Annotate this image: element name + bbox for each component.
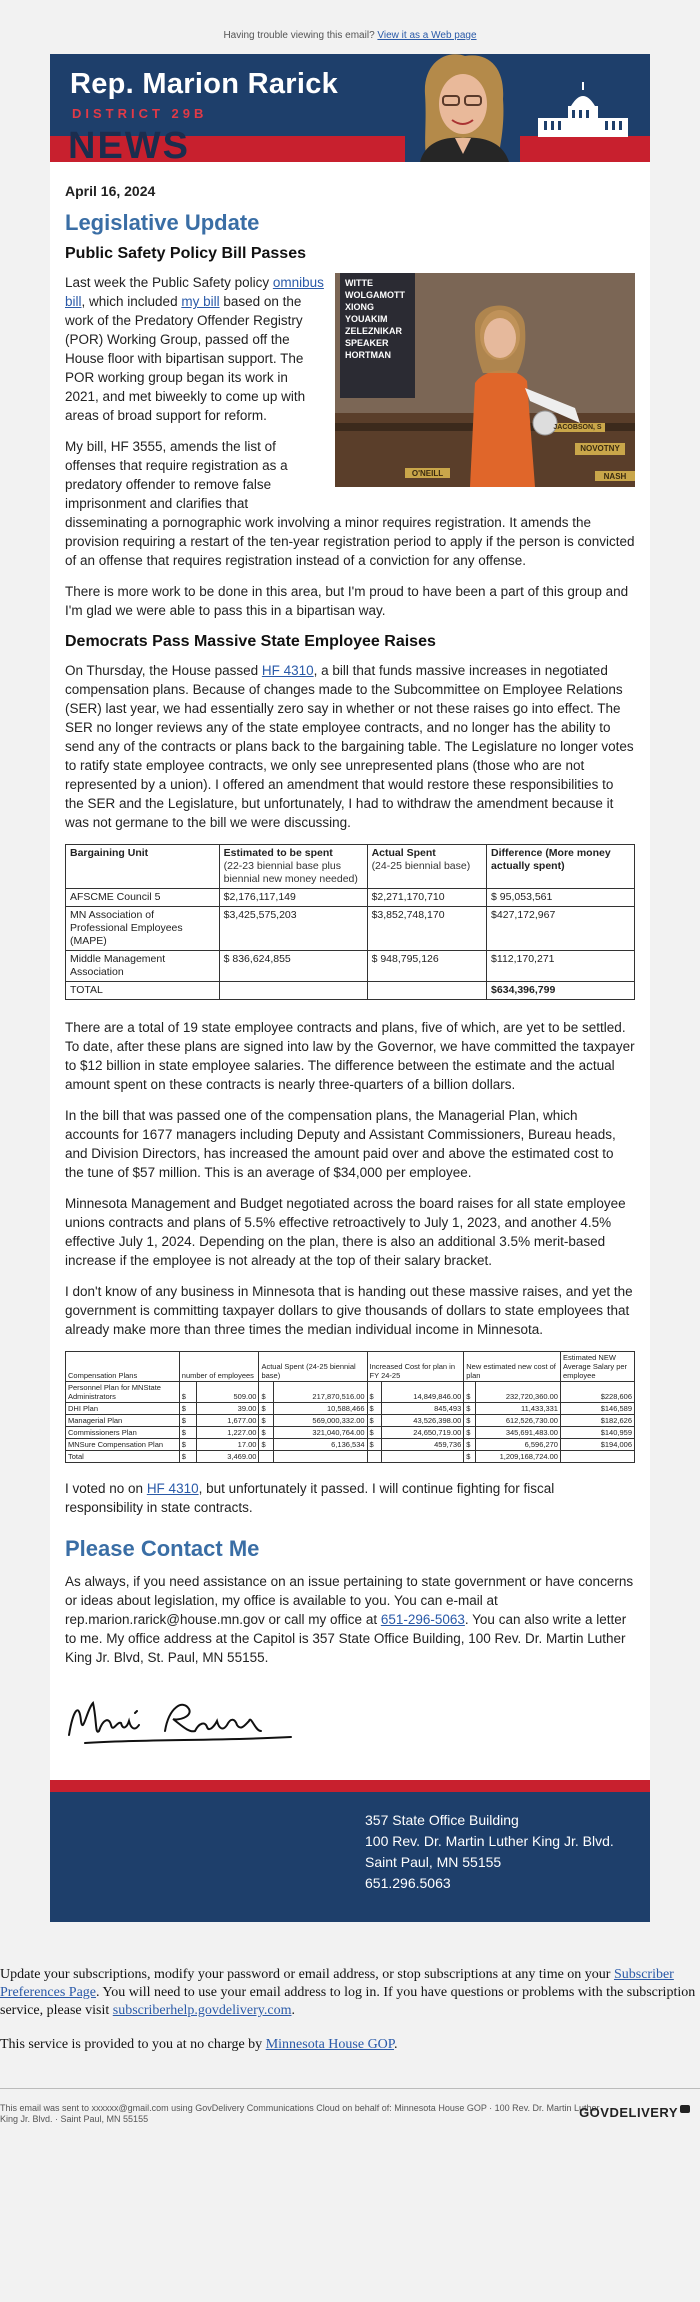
table-cell: 1,677.00 [196, 1415, 259, 1427]
section-heading-employee-raises: Democrats Pass Massive State Employee Raises [65, 633, 436, 650]
table-cell: 509.00 [196, 1382, 259, 1403]
table-cell: $228,606 [560, 1382, 634, 1403]
subscriber-help-link[interactable]: subscriberhelp.govdelivery.com [112, 2003, 292, 2018]
table-cell: 11,433,331 [476, 1403, 561, 1415]
table-cell: $2,176,117,149 [219, 889, 367, 907]
table-row [66, 1382, 635, 1403]
table-cell: $427,172,967 [487, 907, 635, 951]
table-cell: $ [367, 1415, 381, 1427]
raises-paragraph-6: I voted no on HF 4310, but unfortunately it passed. I will continue fighting for fiscal responsibility in state contracts. [65, 1481, 555, 1515]
speech-bubble-icon [680, 2105, 690, 2113]
raises-paragraph-5: I don't know of any business in Minnesota that is handing out these massive raises, and yet the government is committing taxpayer dollars to give thousands of dollars to state employees that already make more than three times the median individual income in Minnesota. [65, 1284, 633, 1337]
public-safety-paragraph-1: Last week the Public Safety policy omnibus bill, which included my bill based on the work of the Predatory Offender Registry (POR) Working Group, passed off the House floor with bipartisan support. The POR working group began its work in 2021, and met biweekly to come up with areas of broad support for reform. [65, 275, 324, 423]
compensation-plans-table [65, 1351, 635, 1463]
subscription-paragraph: Update your subscriptions, modify your password or email address, or stop subscriptions at any time on your Subscriber Preferences Page. You will need to use your email address to log in. If you have questions or problems with the subscription service, please visit subscriberhelp.govdelivery.com. [0, 1967, 696, 2018]
table-cell: $ [179, 1382, 196, 1403]
web-view-link[interactable]: View it as a Web page [377, 30, 477, 41]
table-header-cell: number of employees [179, 1352, 259, 1382]
table-header-cell: Actual Spent (24-25 biennial base) [259, 1352, 367, 1382]
table-cell: $ [464, 1403, 476, 1415]
table-cell: $ [179, 1415, 196, 1427]
table-cell: $ 95,053,561 [487, 889, 635, 907]
table-cell: $ [259, 1427, 274, 1439]
table-cell: 1,209,168,724.00 [476, 1451, 561, 1463]
raises-paragraph-4: Minnesota Management and Budget negotiated across the board raises for all state employee unions contracts and plans of 5.5% effective retroactively to July 1, 2023, and another 4.5% effective July 1, 2024. Depending on the plan, there is also an additional 3.5% merit-based increase if the employee is not already at the top of their salary bracket. [65, 1196, 626, 1268]
table-row [66, 951, 635, 982]
table-cell: $ [259, 1439, 274, 1451]
section-heading-public-safety: Public Safety Policy Bill Passes [65, 245, 306, 262]
table-cell: $ [367, 1403, 381, 1415]
table-cell: $ [179, 1427, 196, 1439]
table-cell: $ [464, 1439, 476, 1451]
subscription-notice [0, 1922, 700, 2054]
table-row [66, 1451, 635, 1463]
table-cell: 1,227.00 [196, 1427, 259, 1439]
table-cell: $ [179, 1439, 196, 1451]
footer-address-line: Saint Paul, MN 55155 [365, 1854, 502, 1870]
table-cell: 569,000,332.00 [274, 1415, 367, 1427]
table-header-cell: Difference (More money actually spent) [487, 845, 635, 889]
table-header-cell: New estimated new cost of plan [464, 1352, 561, 1382]
footer-address-line: 100 Rev. Dr. Martin Luther King Jr. Blvd. [365, 1833, 614, 1849]
table-cell [560, 1451, 634, 1463]
house-gop-link[interactable]: Minnesota House GOP [265, 2037, 395, 2052]
table-cell: 14,849,846.00 [381, 1382, 463, 1403]
email-body [50, 54, 650, 1922]
table-cell: $ [464, 1382, 476, 1403]
table-cell: TOTAL [66, 982, 220, 1000]
table-cell: $ [464, 1415, 476, 1427]
table-cell: 321,040,764.00 [274, 1427, 367, 1439]
table-cell: $ [367, 1439, 381, 1451]
footer-address-line: 357 State Office Building [365, 1812, 519, 1828]
contact-paragraph: As always, if you need assistance on an issue pertaining to state government or have concerns or ideas about legislation, my office is available to you. You can e-mail at rep.marion.rarick@house.mn.gov or call my office at 651-296-5063. You can also write a letter to me. My office address at the Capitol is 357 State Office Building, 100 Rev. Dr. Martin Luther King Jr. Blvd, St. Paul, MN 55155. [65, 1574, 634, 1665]
vote-board-names: WITTE WOLGAMOTT XIONG YOUAKIM ZELEZNIKAR SPEAKER HORTMAN [345, 278, 405, 360]
table-cell: MNSure Compensation Plan [66, 1439, 180, 1451]
table-row [66, 1415, 635, 1427]
table-total-row [66, 982, 635, 1000]
table-cell: $ [259, 1415, 274, 1427]
table-header-cell: Actual Spent (24-25 biennial base) [367, 845, 486, 889]
table-cell: $ [464, 1451, 476, 1463]
email-footer [0, 2088, 700, 2146]
table-header-cell: Compensation Plans [66, 1352, 180, 1382]
web-view-note [0, 0, 700, 54]
signature-image [65, 1691, 295, 1749]
table-cell: $ [367, 1427, 381, 1439]
table-cell [367, 982, 486, 1000]
nameplate-2: NOVOTNY [580, 444, 620, 453]
house-floor-photo [335, 273, 635, 487]
banner-district: DISTRICT 29B [72, 106, 208, 121]
table-cell: MN Association of Professional Employees (MAPE) [66, 907, 220, 951]
table-cell: $ [464, 1427, 476, 1439]
table-cell: $2,271,170,710 [367, 889, 486, 907]
raises-paragraph-3: In the bill that was passed one of the compensation plans, the Managerial Plan, which accounts for 1677 managers including Deputy and Assistant Commissioners, Bureau heads, and Division Directors, has increased the amount paid over and above the estimated cost to the tune of $57 million. This is an average of $34,000 per employee. [65, 1108, 616, 1180]
table-cell: 24,650,719.00 [381, 1427, 463, 1439]
govdelivery-logo[interactable]: GOVDELIVERY [579, 2105, 690, 2120]
my-bill-link[interactable]: my bill [181, 294, 220, 309]
table-cell: $3,425,575,203 [219, 907, 367, 951]
table-cell: $ [367, 1382, 381, 1403]
table-header-cell: Estimated to be spent (22-23 biennial base plus biennial new money needed) [219, 845, 367, 889]
public-safety-paragraph-3: There is more work to be done in this area, but I'm proud to have been a part of this group and I'm glad we were able to pass this in a bipartisan way. [65, 584, 629, 618]
web-view-note-text: Having trouble viewing this email? [223, 30, 375, 41]
table-cell: 459,736 [381, 1439, 463, 1451]
newsletter-date: April 16, 2024 [65, 183, 156, 199]
table-cell: 6,136,534 [274, 1439, 367, 1451]
footer-phone: 651.296.5063 [365, 1875, 451, 1891]
table-row [66, 1439, 635, 1451]
table-cell [381, 1451, 463, 1463]
footer-address [365, 1810, 614, 1894]
table-cell: $3,852,748,170 [367, 907, 486, 951]
table-cell [259, 1451, 274, 1463]
table-cell: 10,588,466 [274, 1403, 367, 1415]
table-cell: $ [259, 1382, 274, 1403]
contact-heading: Please Contact Me [65, 1536, 260, 1561]
service-provided-paragraph: This service is provided to you at no charge by Minnesota House GOP. [0, 2037, 398, 2052]
table-cell: Middle Management Association [66, 951, 220, 982]
table-cell: Managerial Plan [66, 1415, 180, 1427]
table-cell: 612,526,730.00 [476, 1415, 561, 1427]
nameplate-1: JACOBSON, S [553, 424, 602, 431]
footer-address-band [50, 1780, 650, 1922]
table-cell: $ [179, 1451, 196, 1463]
table-cell: $112,170,271 [487, 951, 635, 982]
table-cell: $194,006 [560, 1439, 634, 1451]
table-cell: 6,596,270 [476, 1439, 561, 1451]
hf-4310-link-2[interactable]: HF 4310 [146, 1481, 199, 1496]
table-cell: 43,526,398.00 [381, 1415, 463, 1427]
newsletter-content [50, 162, 650, 1780]
capitol-building-icon [538, 82, 628, 137]
table-row [66, 1403, 635, 1415]
newsletter-title: Legislative Update [65, 210, 260, 235]
rep-portrait-image [405, 54, 520, 162]
table-row [66, 1427, 635, 1439]
table-cell: $ 836,624,855 [219, 951, 367, 982]
table-header-cell: Estimated NEW Average Salary per employee [560, 1352, 634, 1382]
table-cell: AFSCME Council 5 [66, 889, 220, 907]
raises-paragraph-1: On Thursday, the House passed HF 4310, a bill that funds massive increases in negotiated compensation plans. Because of changes made to the Subcommittee on Employee Relations (SER) last year, we had essentially zero say in whether or not these raises go into effect. The SER no longer reviews any of the state employee contracts, and no longer has the ability to send any of the contracts or plans back to the bargaining table. The Legislature no longer votes to ratify state employee contracts, we only see unrepresented plans (those who are not represented by a union). I offered an amendment that would restore these responsibilities to the SER and the Legislature, but unfortunately, I had to withdraw the amendment because it was not germane to the bill we were discussing. [65, 663, 634, 830]
omnibus-bill-link[interactable]: omnibus bill [65, 275, 324, 309]
table-row [66, 889, 635, 907]
table-cell: 217,870,516.00 [274, 1382, 367, 1403]
table-cell: 39.00 [196, 1403, 259, 1415]
office-phone-link[interactable]: 651-296-5063 [380, 1612, 465, 1627]
table-cell: 3,469.00 [196, 1451, 259, 1463]
table-cell: 345,691,483.00 [476, 1427, 561, 1439]
table-cell: 845,493 [381, 1403, 463, 1415]
hf-4310-link[interactable]: HF 4310 [261, 663, 314, 678]
table-cell: Total [66, 1451, 180, 1463]
banner-rep-name: Rep. Marion Rarick [70, 68, 339, 100]
nameplate-3: O'NEILL [411, 469, 444, 478]
bargaining-unit-table [65, 844, 635, 1000]
table-cell: $ 948,795,126 [367, 951, 486, 982]
table-cell: $146,589 [560, 1403, 634, 1415]
email-sent-notice: This email was sent to xxxxxx@gmail.com using GovDelivery Communications Cloud on behalf of: Minnesota House GOP · 100 Rev. Dr. Martin Luther King Jr. Blvd. · Saint Paul, MN 55155 [0, 2103, 600, 2124]
raises-paragraph-2: There are a total of 19 state employee contracts and plans, five of which, are yet to be settled. To date, after these plans are signed into law by the Governor, we have committed the taxpayer to $12 billion in state employee salaries. The difference between the estimate and the actual amount spent on these contracts is nearly three-quarters of a billion dollars. [65, 1020, 635, 1092]
table-cell: DHI Plan [66, 1403, 180, 1415]
nameplate-4: NASH [603, 472, 627, 481]
table-row [66, 907, 635, 951]
table-cell [219, 982, 367, 1000]
table-cell: $140,959 [560, 1427, 634, 1439]
table-cell: Commissioners Plan [66, 1427, 180, 1439]
table-cell: 232,720,360.00 [476, 1382, 561, 1403]
table-header-row [66, 1352, 635, 1382]
table-cell: $182,626 [560, 1415, 634, 1427]
public-safety-paragraph-2: My bill, HF 3555, amends the list of offenses that require registration as a predatory offender to remove false imprisonment and clarifies that disseminating a pornographic work involving a minor requires registration. It amends the provision requiring a restart of the ten-year registration period to apply if the person is convicted of an offense that requires registration instead of a conviction for any offense. [65, 439, 635, 568]
table-header-cell: Increased Cost for plan in FY 24-25 [367, 1352, 464, 1382]
table-header-cell: Bargaining Unit [66, 845, 220, 889]
table-cell: Personnel Plan for MNState Administrators [66, 1382, 180, 1403]
table-cell: $ [259, 1403, 274, 1415]
newsletter-banner [50, 54, 650, 162]
table-header-row [66, 845, 635, 889]
table-cell: $634,396,799 [487, 982, 635, 1000]
table-cell [274, 1451, 367, 1463]
table-cell: $ [179, 1403, 196, 1415]
banner-news: NEWS [68, 125, 190, 162]
table-cell: 17.00 [196, 1439, 259, 1451]
subscriber-preferences-link[interactable]: Subscriber Preferences Page [0, 1967, 674, 2000]
table-cell [367, 1451, 381, 1463]
